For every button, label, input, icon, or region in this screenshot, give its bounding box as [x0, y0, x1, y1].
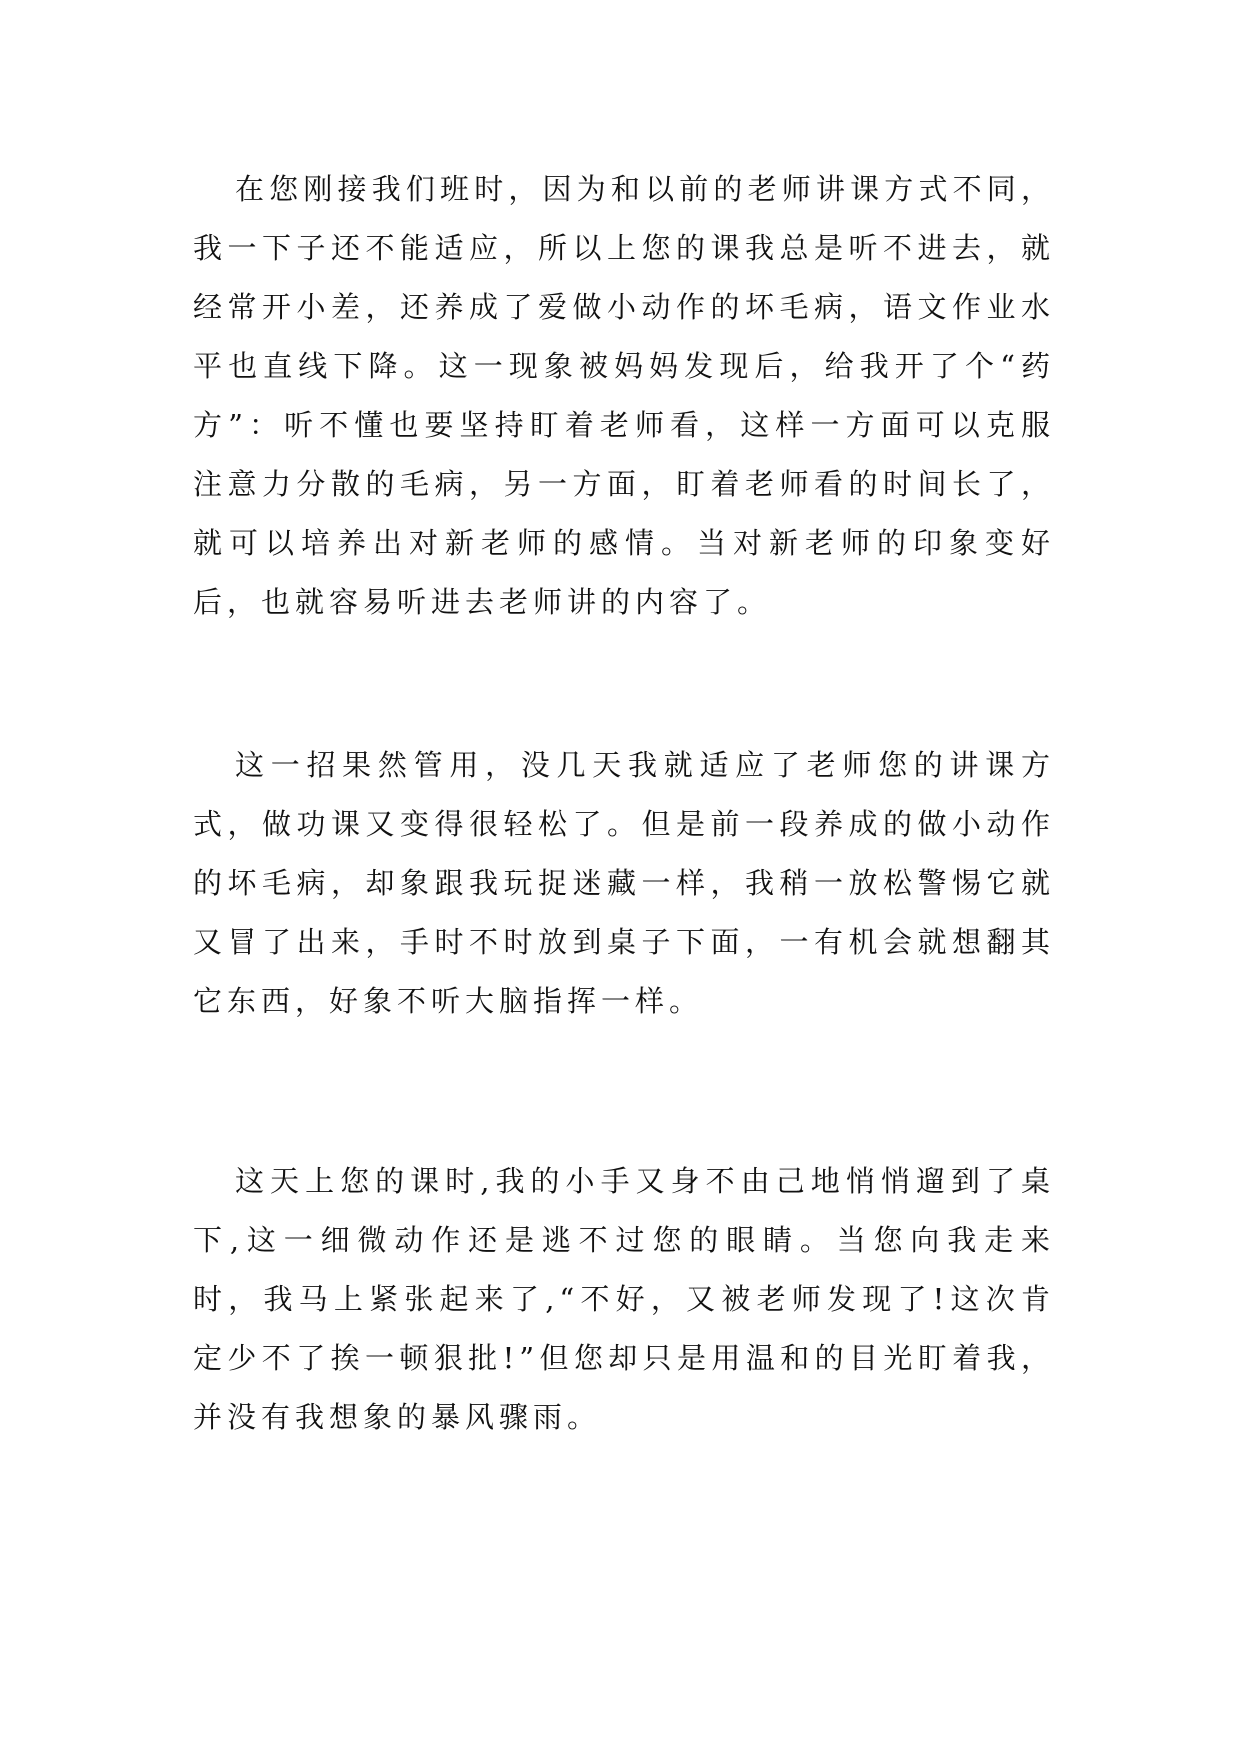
paragraph-2: 这一招果然管用，没几天我就适应了老师您的讲课方式，做功课又变得很轻松了。但是前一段养成的做小动作的坏毛病，却象跟我玩捉迷藏一样，我稍一放松警惕它就又冒了出来，手时不时放到桌子下面，一有机会就想翻其它东西，好象不听大脑指挥一样。	[193, 748, 1055, 1018]
paragraph-1: 在您刚接我们班时，因为和以前的老师讲课方式不同，我一下子还不能适应，所以上您的课我总是听不进去，就经常开小差，还养成了爱做小动作的坏毛病，语文作业水平也直线下降。这一现象被妈妈发现后，给我开了个“药方”：听不懂也要坚持盯着老师看，这样一方面可以克服注意力分散的毛病，另一方面，盯着老师看的时间长了，就可以培养出对新老师的感情。当对新老师的印象变好后，也就容易听进去老师讲的内容了。	[193, 172, 1055, 619]
paragraph-3: 这天上您的课时,我的小手又身不由己地悄悄遛到了桌下,这一细微动作还是逃不过您的眼睛。当您向我走来时，我马上紧张起来了,“不好，又被老师发现了!这次肯定少不了挨一顿狠批!”但您却只是用温和的目光盯着我，并没有我想象的暴风骤雨。	[193, 1164, 1055, 1434]
